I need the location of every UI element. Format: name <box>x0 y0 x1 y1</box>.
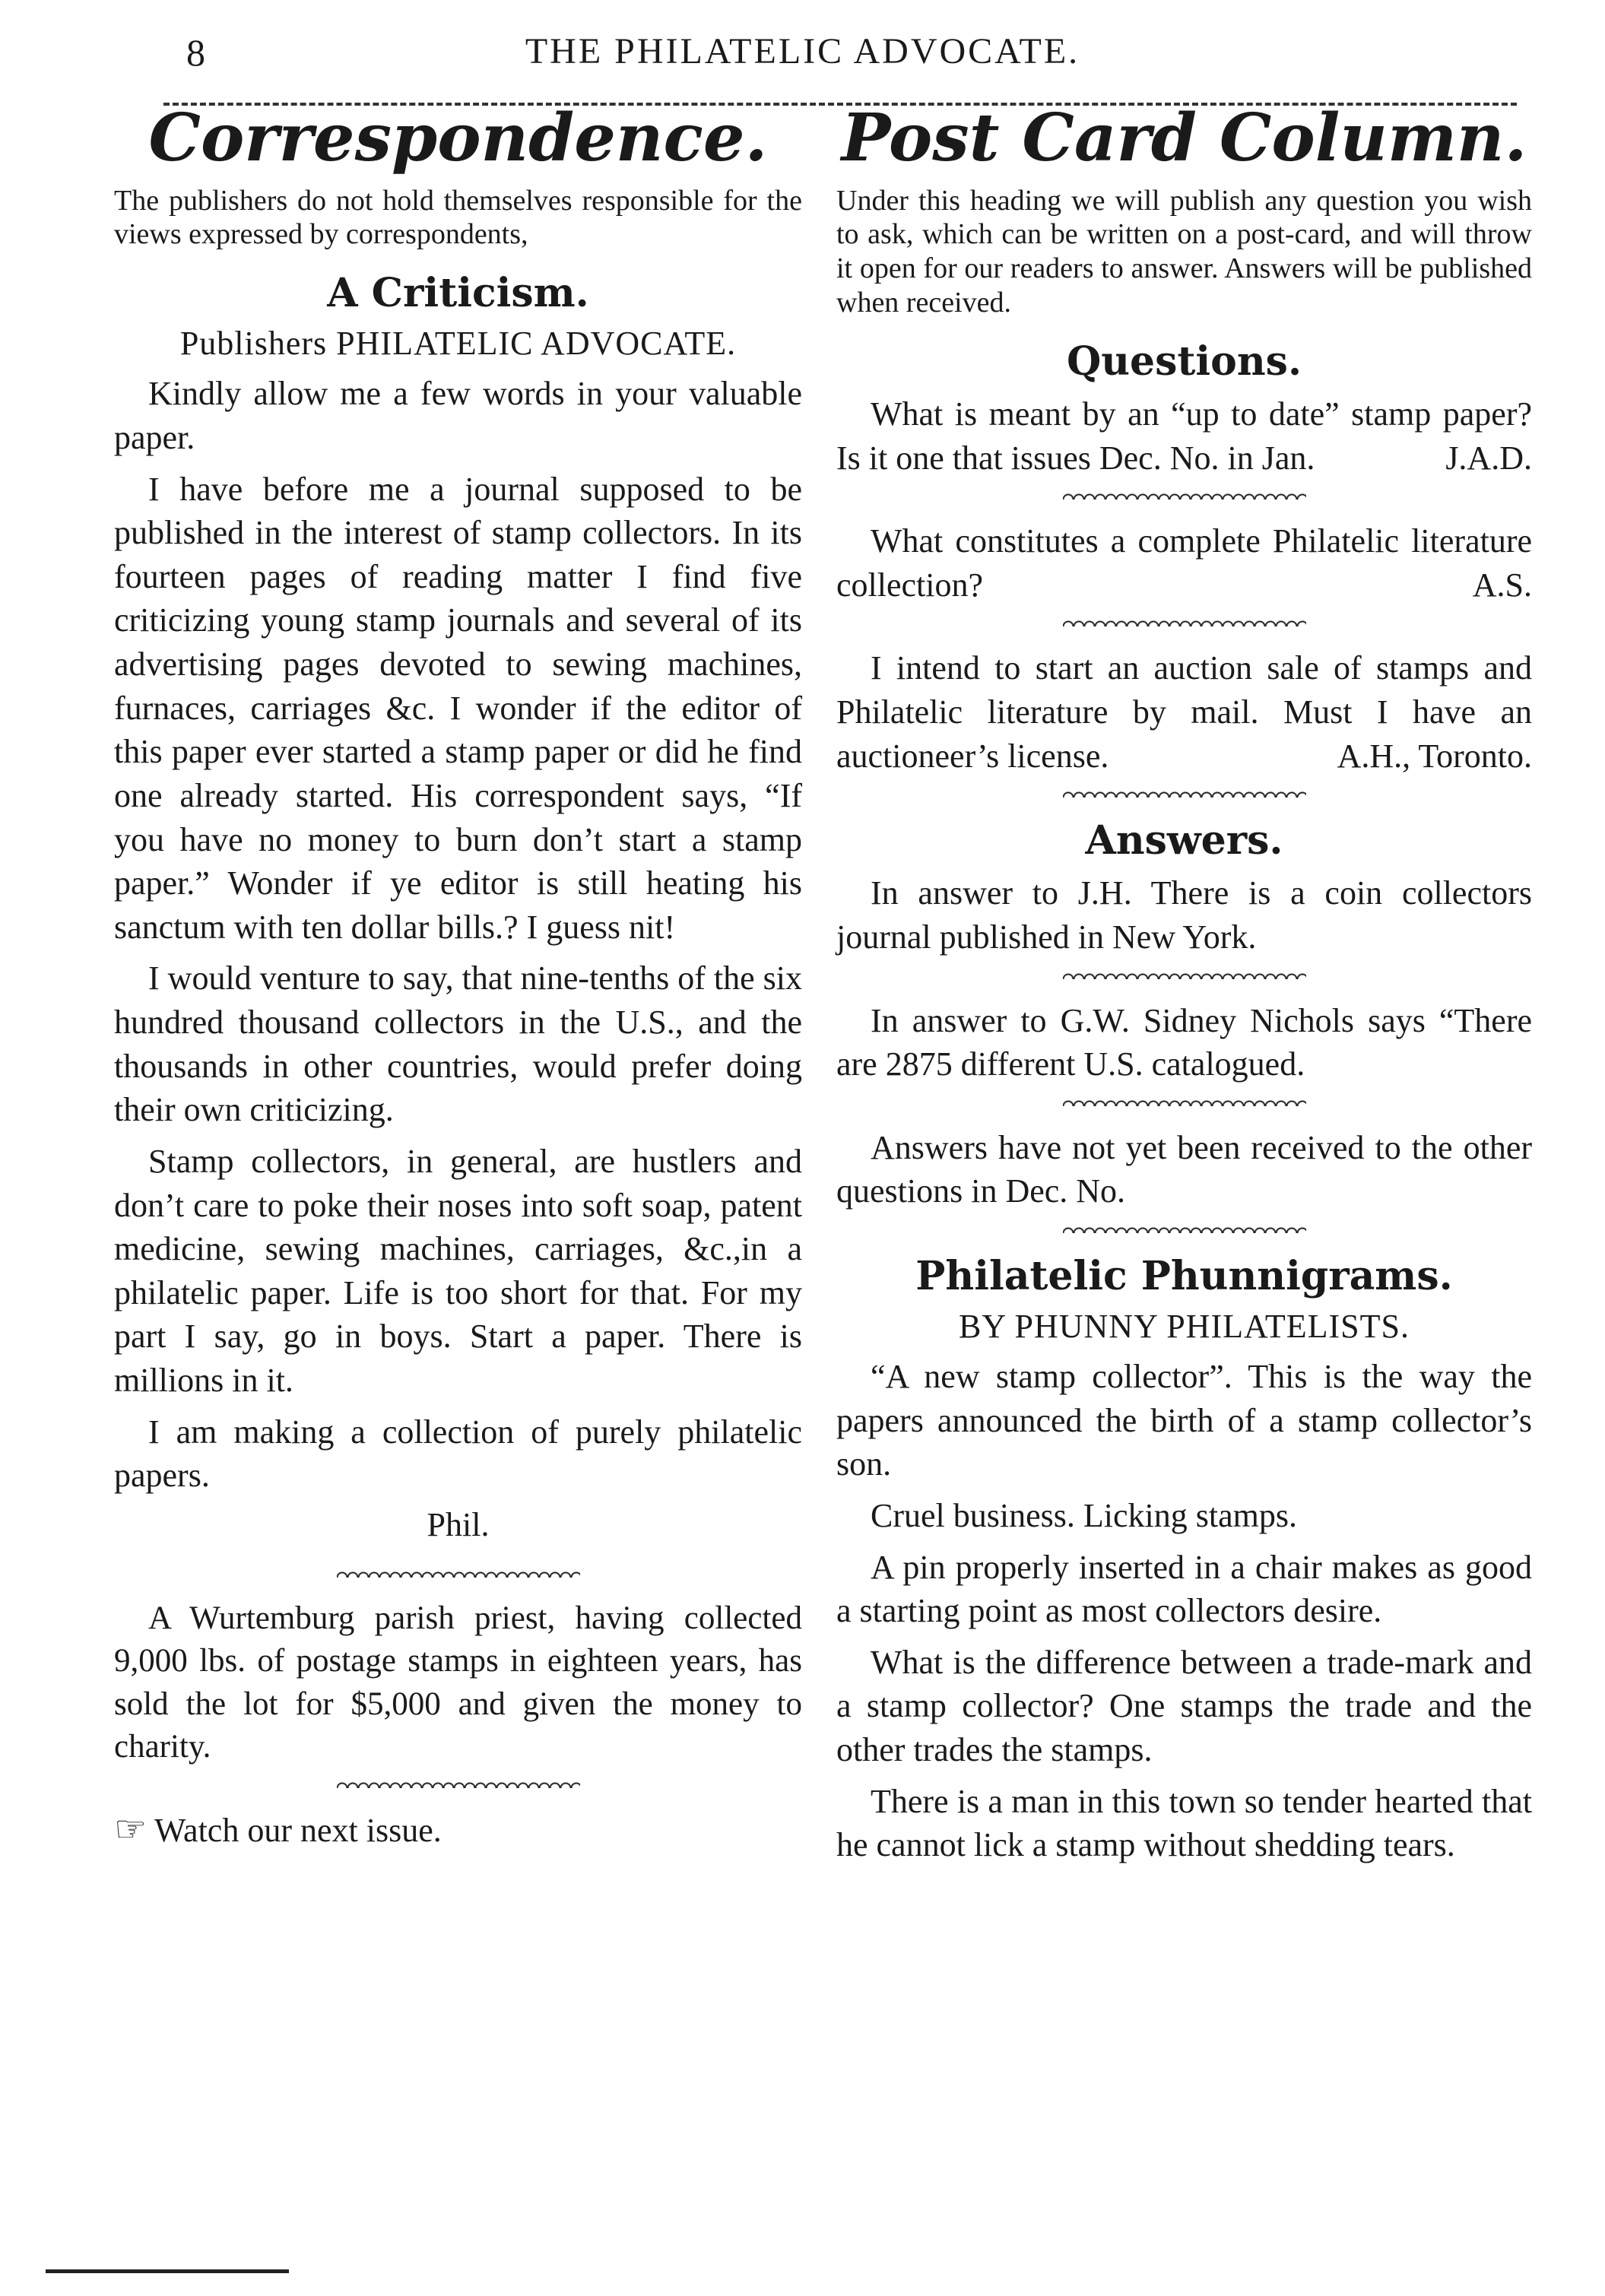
running-head <box>0 30 1605 84</box>
bottom-rule <box>46 2269 289 2273</box>
wavy-divider <box>337 1567 580 1579</box>
question-item <box>836 392 1532 480</box>
phunnigram-item: A pin properly inserted in a chair makes as good a starting point as most collectors desire. <box>836 1548 1532 1630</box>
disclaimer-text: The publishers do not hold themselves responsible for the views expressed by correspondents, <box>114 184 802 251</box>
page-number: 8 <box>186 31 205 74</box>
wavy-divider <box>1063 616 1306 628</box>
watch-notice <box>114 1808 802 1850</box>
wavy-divider <box>1063 489 1306 501</box>
answer-item: In answer to J.H. There is a coin collectors journal published in New York. <box>836 874 1532 956</box>
criticism-paragraph: I have before me a journal supposed to be published in the interest of stamp collectors. In its fourteen pages of reading matter I find five criticizing young stamp journals and several of its advertising pages devoted to sewing machines, furnaces, carriages &c. I wonder if the editor of this paper ever started a stamp paper or did he find one already started. His correspondent says, “If you have no money to burn don’t start a stamp paper.” Wonder if ye editor is still heating his sanctum with ten dollar bills.? I guess nit! <box>114 470 802 946</box>
phunnigram-item: “A new stamp collector”. This is the way the papers announced the birth of a stamp collector’s son. <box>836 1358 1532 1483</box>
criticism-paragraph: Kindly allow me a few words in your valuable paper. <box>114 375 802 456</box>
phunnigram-item: There is a man in this town so tender hearted that he cannot lick a stamp without shedding tears. <box>836 1782 1532 1864</box>
watch-notice-text: Watch our next issue. <box>154 1812 442 1850</box>
right-column <box>836 100 1532 1875</box>
correspondence-heading: Correspondence. <box>148 100 768 176</box>
wavy-divider <box>1063 969 1306 981</box>
questions-heading: Questions. <box>1066 338 1302 385</box>
question-signature: A.S. <box>1472 566 1532 604</box>
masthead-title: THE PHILATELIC ADVOCATE. <box>525 31 1080 71</box>
phunnigram-item: What is the difference between a trade-mark and a stamp collector? One stamps the trade and the other trades the stamps. <box>836 1643 1532 1769</box>
question-signature: J.A.D. <box>1445 439 1532 477</box>
wavy-divider <box>1063 1096 1306 1108</box>
question-signature: A.H., Toronto. <box>1337 737 1532 775</box>
question-text: What is meant by an “up to date” stamp paper? Is it one that issues Dec. No. in Jan. <box>836 395 1532 477</box>
question-item <box>836 646 1532 778</box>
criticism-signature: Phil. <box>427 1505 490 1543</box>
criticism-paragraph: I would venture to say, that nine-tenths of the six hundred thousand collectors in the U.S., and the thousands in other countries, would prefer doing their own criticizing. <box>114 959 802 1129</box>
phunnigrams-byline: BY PHUNNY PHILATELISTS. <box>959 1308 1410 1346</box>
pointing-hand-icon: ☞ <box>114 1809 147 1850</box>
phunnigrams-heading: Philatelic Phunnigrams. <box>915 1253 1453 1300</box>
wavy-divider <box>337 1777 580 1790</box>
answer-item: Answers have not yet been received to the other questions in Dec. No. <box>836 1128 1532 1210</box>
criticism-paragraph: Stamp collectors, in general, are hustlers and don’t care to poke their noses into soft soap, patent medicine, sewing machines, carriages, &c.,in a philatelic paper. Life is too short for that. For my part I say, go in boys. Start a paper. There is millions in it. <box>114 1142 802 1399</box>
wavy-divider <box>1063 787 1306 799</box>
phunnigram-item: Cruel business. Licking stamps. <box>871 1496 1297 1534</box>
answer-item: In answer to G.W. Sidney Nichols says “There are 2875 different U.S. catalogued. <box>836 1001 1532 1083</box>
criticism-paragraph: I am making a collection of purely philatelic papers. <box>114 1413 802 1495</box>
wurtemburg-item: A Wurtemburg parish priest, having collected 9,000 lbs. of postage stamps in eighteen years, has sold the lot for $5,000 and given the money to charity. <box>114 1600 802 1765</box>
question-item <box>836 519 1532 607</box>
wavy-divider <box>1063 1223 1306 1235</box>
question-text: I intend to start an auction sale of stamps and Philatelic literature by mail. Must I have an auctioneer’s license. <box>836 649 1532 775</box>
left-column <box>114 100 802 1850</box>
criticism-heading: A Criticism. <box>327 270 589 317</box>
post-card-column-heading: Post Card Column. <box>841 100 1527 176</box>
question-text: What constitutes a complete Philatelic literature collection? <box>836 522 1532 604</box>
answers-heading: Answers. <box>1085 817 1283 864</box>
criticism-addressee: Publishers PHILATELIC ADVOCATE. <box>179 325 737 363</box>
post-card-intro: Under this heading we will publish any question you wish to ask, which can be written on a post-card, and will throw it open for our readers to answer. Answers will be published when received. <box>836 184 1532 319</box>
